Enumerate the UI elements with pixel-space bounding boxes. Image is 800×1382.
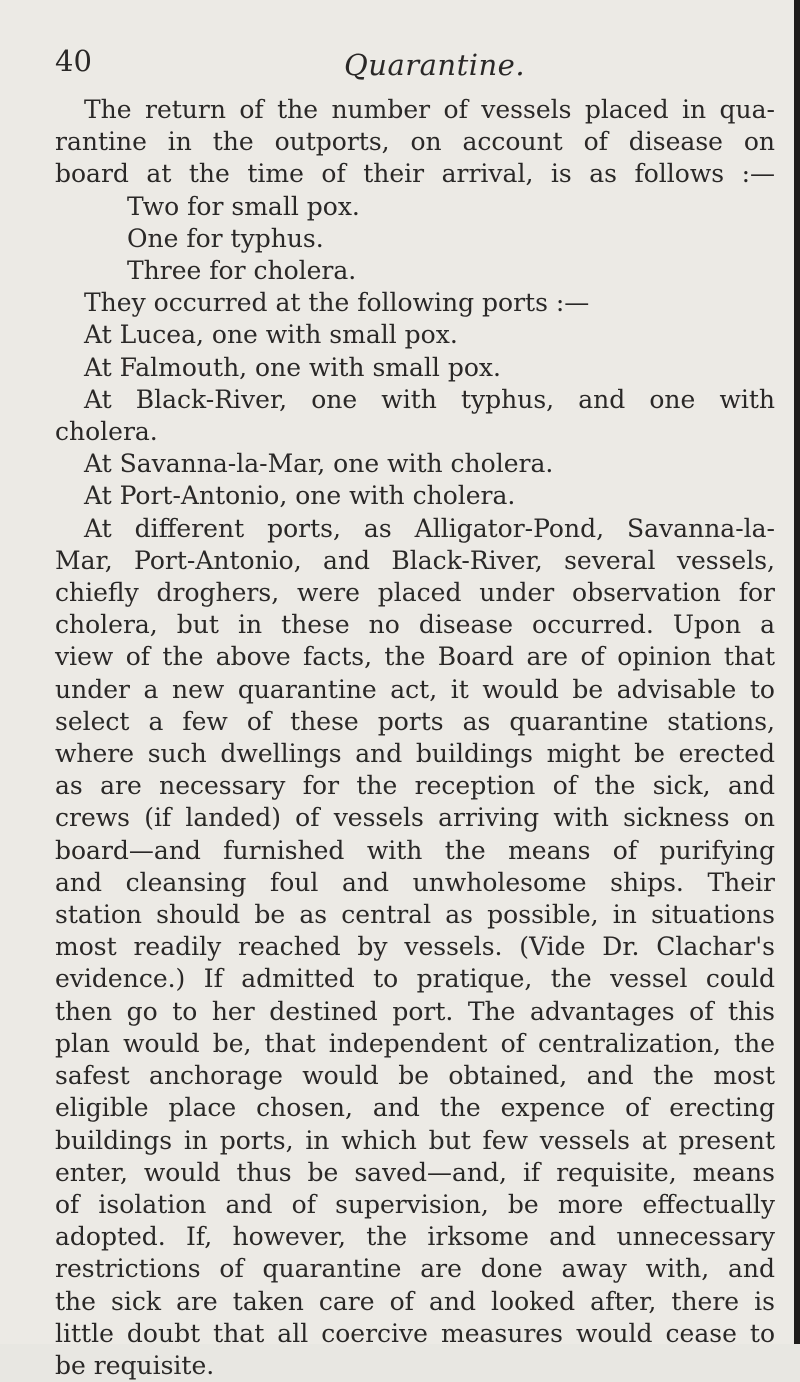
text-line: cholera, but in these no disease occurred. Upon a: [55, 610, 775, 640]
text-line: At Falmouth, one with small pox.: [84, 352, 501, 382]
text-line: rantine in the outports, on account of disease on: [55, 127, 775, 157]
text-line: board—and furnished with the means of purifying: [55, 835, 775, 865]
text-line: station should be as central as possible, in situations: [55, 900, 775, 930]
text-line: chiefly droghers, were placed under observation for: [55, 578, 775, 608]
page-edge-shadow: [794, 0, 800, 1344]
text-line: eligible place chosen, and the expence of erecting: [55, 1093, 775, 1123]
text-line: select a few of these ports as quarantine stations,: [55, 706, 775, 736]
text-line: board at the time of their arrival, is as follows :—: [55, 159, 775, 189]
text-line: and cleansing foul and unwholesome ships. Their: [55, 867, 775, 897]
text-line: most readily reached by vessels. (Vide Dr. Clachar's: [55, 932, 775, 962]
text-line: plan would be, that independent of centralization, the: [55, 1028, 775, 1058]
text-line: of isolation and of supervision, be more effectually: [55, 1189, 775, 1219]
text-line: the sick are taken care of and looked after, there is: [55, 1286, 775, 1316]
text-line: where such dwellings and buildings might be erected: [55, 739, 775, 769]
text-line: crews (if landed) of vessels arriving with sickness on: [55, 803, 775, 833]
text-line: At Lucea, one with small pox.: [84, 320, 458, 350]
text-line: Two for small pox.: [127, 191, 360, 221]
text-line: safest anchorage would be obtained, and the most: [55, 1061, 775, 1091]
body-text: [55, 94, 775, 1382]
text-line: under a new quarantine act, it would be advisable to: [55, 674, 775, 704]
text-line: cholera.: [55, 417, 158, 447]
text-line: view of the above facts, the Board are of opinion that: [55, 642, 775, 672]
text-line: then go to her destined port. The advantages of this: [55, 996, 775, 1026]
text-line: be requisite.: [55, 1350, 215, 1380]
text-line: At Savanna-la-Mar, one with cholera.: [84, 449, 554, 479]
text-line: evidence.) If admitted to pratique, the vessel could: [55, 964, 775, 994]
text-line: buildings in ports, in which but few vessels at present: [55, 1125, 775, 1155]
text-line: They occurred at the following ports :—: [84, 288, 590, 318]
text-line: One for typhus.: [127, 223, 324, 253]
text-line: Three for cholera.: [127, 256, 357, 286]
text-line: little doubt that all coercive measures would cease to: [55, 1318, 775, 1348]
text-line: as are necessary for the reception of the sick, and: [55, 771, 775, 801]
text-line: At different ports, as Alligator-Pond, Savanna-la-: [84, 513, 775, 543]
text-line: At Port-Antonio, one with cholera.: [84, 481, 516, 511]
text-line: At Black-River, one with typhus, and one with: [84, 384, 775, 414]
page-number: 40: [55, 44, 92, 78]
running-head: Quarantine.: [344, 48, 526, 82]
text-line: Mar, Port-Antonio, and Black-River, several vessels,: [55, 545, 775, 575]
text-line: adopted. If, however, the irksome and unnecessary: [55, 1222, 775, 1252]
text-line: enter, would thus be saved—and, if requisite, means: [55, 1157, 775, 1187]
text-line: restrictions of quarantine are done away with, and: [55, 1254, 775, 1284]
text-line: The return of the number of vessels placed in qua-: [84, 95, 775, 124]
